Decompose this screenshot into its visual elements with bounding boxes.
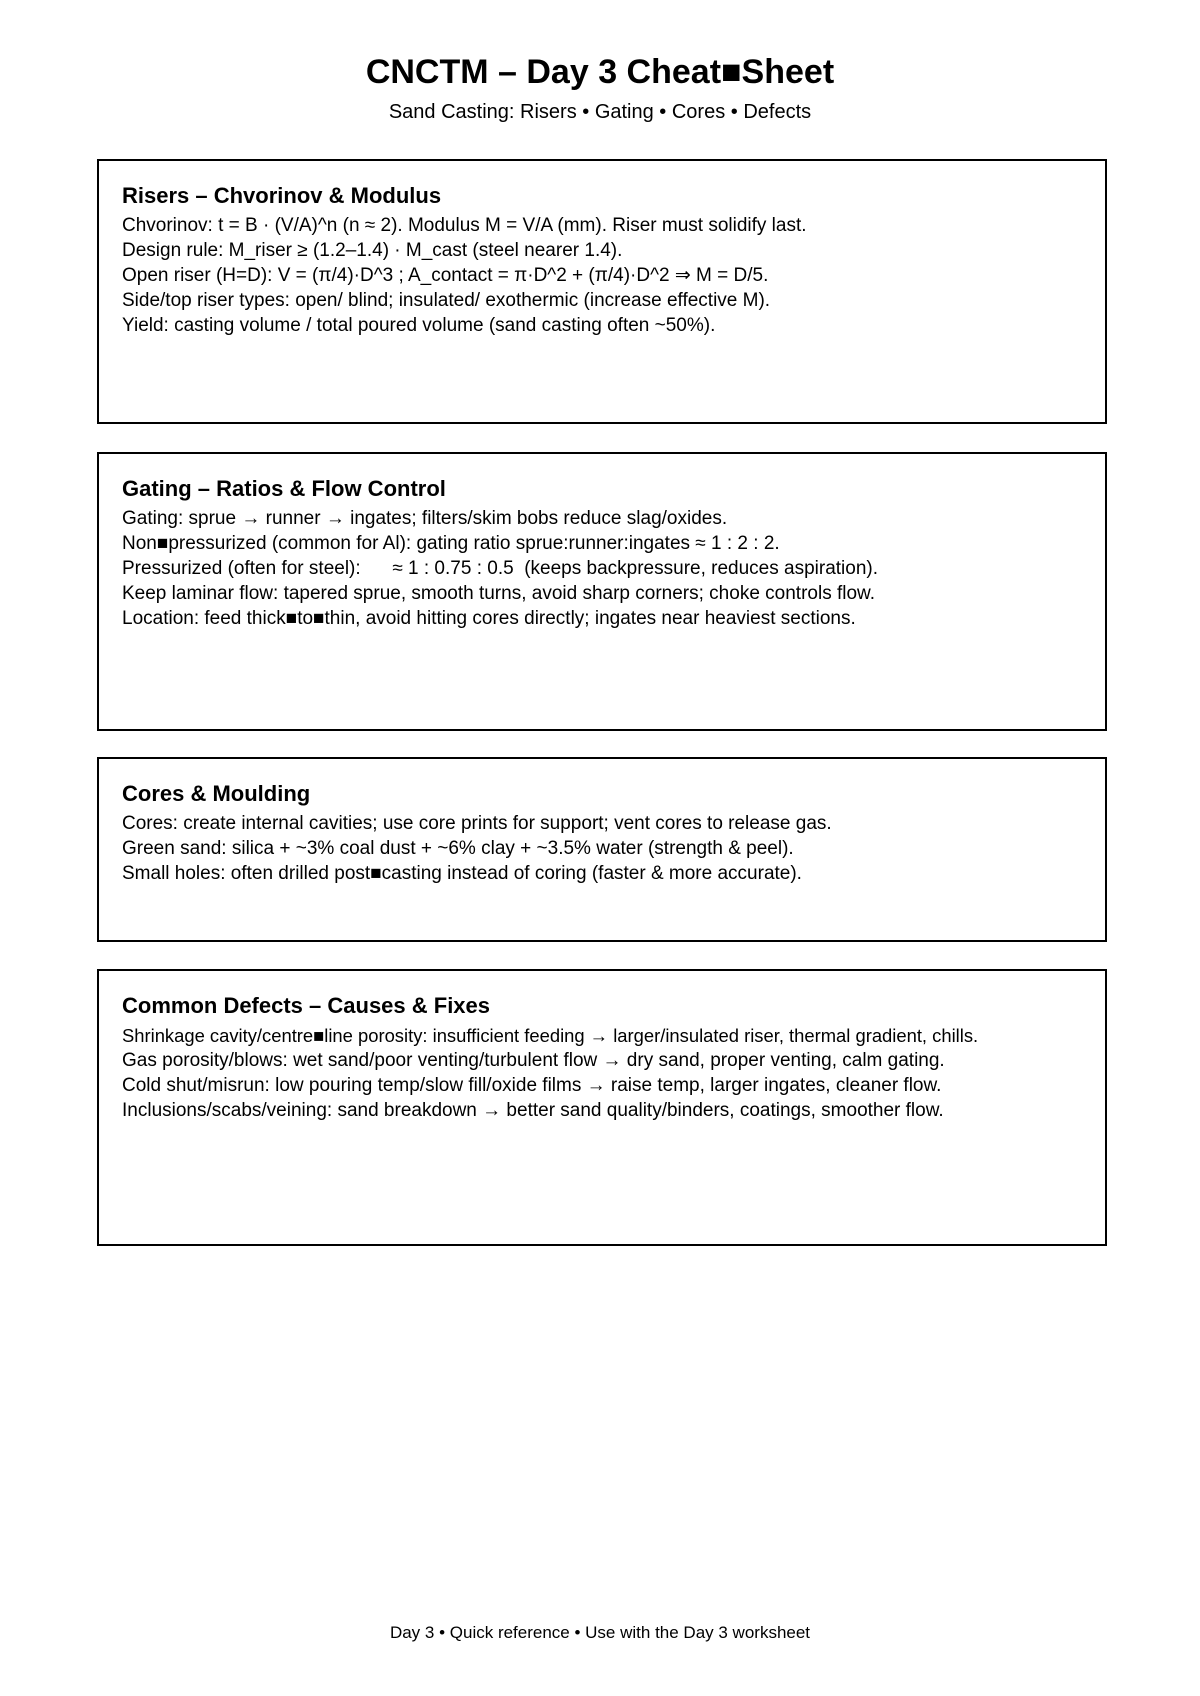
section-line: Non■pressurized (common for Al): gating ratio sprue:runner:ingates ≈ 1 : 2 : 2. [122,533,780,554]
section-line: Keep laminar flow: tapered sprue, smooth turns, avoid sharp corners; choke controls flow. [122,583,875,604]
section-line: Cores: create internal cavities; use core prints for support; vent cores to release gas. [122,813,832,834]
section-line: Pressurized (often for steel): ≈ 1 : 0.75 : 0.5 (keeps backpressure, reduces aspiration). [122,558,879,579]
section-heading: Common Defects – Causes & Fixes [122,993,491,1018]
page-footer: Day 3 • Quick reference • Use with the Day 3 worksheet [389,1623,811,1642]
section-heading: Gating – Ratios & Flow Control [122,476,446,501]
section-line: Shrinkage cavity/centre■line porosity: insufficient feeding → larger/insulated riser, thermal gradient, chills. [122,1025,979,1046]
section-line: Side/top riser types: open/ blind; insulated/ exothermic (increase effective M). [122,290,771,311]
section-line: Small holes: often drilled post■casting instead of coring (faster & more accurate). [122,863,802,884]
page-title: CNCTM – Day 3 Cheat■Sheet [365,53,835,91]
section-heading: Risers – Chvorinov & Modulus [122,183,442,208]
section-line: Location: feed thick■to■thin, avoid hitting cores directly; ingates near heaviest sections. [122,608,856,629]
section-defects [97,969,1107,1246]
page-subtitle: Sand Casting: Risers • Gating • Cores • Defects [388,101,812,123]
section-line: Green sand: silica + ~3% coal dust + ~6% clay + ~3.5% water (strength & peel). [122,838,794,859]
section-heading: Cores & Moulding [122,781,311,806]
section-line: Open riser (H=D): V = (π/4)·D^3 ; A_contact = π·D^2 + (π/4)·D^2 ⇒ M = D/5. [122,265,769,286]
section-line: Cold shut/misrun: low pouring temp/slow fill/oxide films → raise temp, larger ingates, cleaner flow. [122,1075,942,1096]
section-line: Gating: sprue → runner → ingates; filters/skim bobs reduce slag/oxides. [122,508,728,529]
section-cores [97,757,1107,942]
section-line: Inclusions/scabs/veining: sand breakdown → better sand quality/binders, coatings, smoother flow. [122,1100,944,1121]
section-line: Chvorinov: t = B · (V/A)^n (n ≈ 2). Modulus M = V/A (mm). Riser must solidify last. [122,215,807,236]
section-risers [97,159,1107,424]
section-line: Gas porosity/blows: wet sand/poor venting/turbulent flow → dry sand, proper venting, calm gating. [122,1050,945,1071]
section-line: Yield: casting volume / total poured volume (sand casting often ~50%). [122,315,716,336]
section-line: Design rule: M_riser ≥ (1.2–1.4) · M_cast (steel nearer 1.4). [122,240,623,261]
section-gating [97,452,1107,731]
